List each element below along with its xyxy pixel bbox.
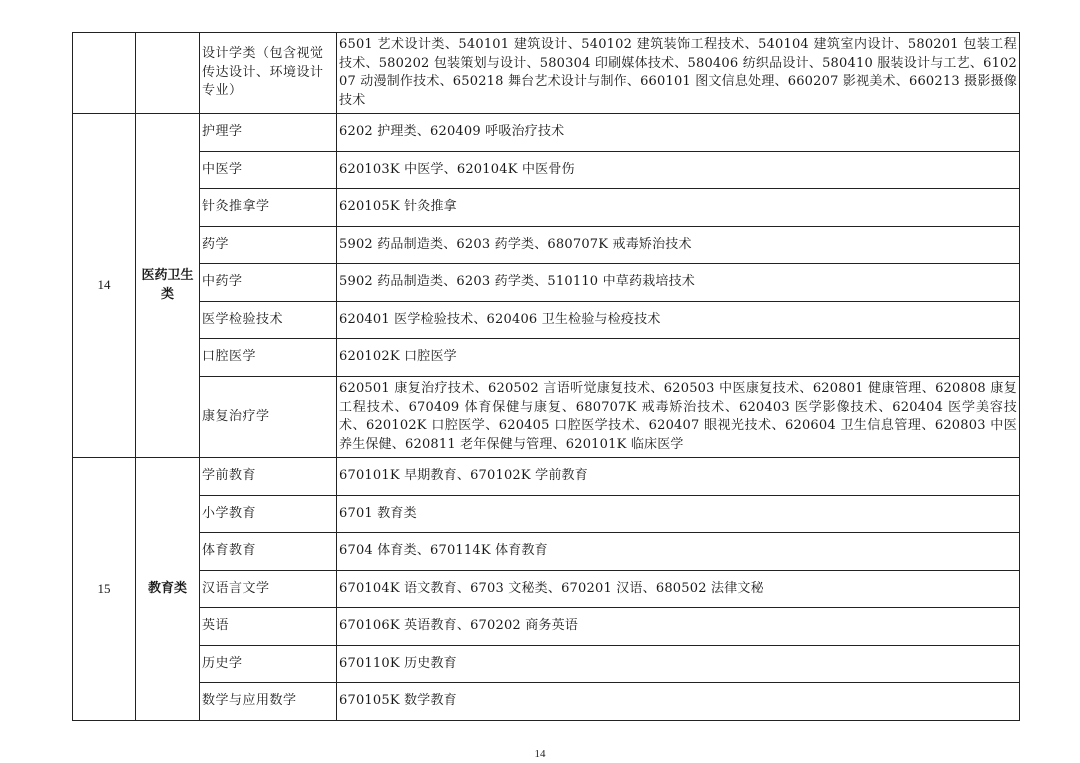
codes-cell: 620401 医学检验技术、620406 卫生检验与检疫技术 <box>337 302 1020 339</box>
major-cell: 数学与应用数学 <box>200 683 337 721</box>
major-cell: 护理学 <box>200 114 337 152</box>
codes-cell: 5902 药品制造类、6203 药学类、510110 中草药栽培技术 <box>337 264 1020 302</box>
table-row <box>73 33 1020 114</box>
codes-cell: 6501 艺术设计类、540101 建筑设计、540102 建筑装饰工程技术、540104 建筑室内设计、580201 包装工程技术、580202 包装策划与设计、580304 印刷媒体技术、580406 纺织品设计、580410 服装设计与工艺、610207 动漫制作技术、650218 舞台艺术设计与制作、660101 图文信息处理、660207 影视美术、660213 摄影摄像技术 <box>337 33 1020 114</box>
codes-cell: 620501 康复治疗技术、620502 言语听觉康复技术、620503 中医康复技术、620801 健康管理、620808 康复工程技术、670409 体育保健与康复、680707K 戒毒矫治技术、620403 医学影像技术、620404 医学美容技术、620102K 口腔医学、620405 口腔医学技术、620407 眼视光技术、620604 卫生信息管理、620803 中医养生保健、620811 老年保健与管理、620101K 临床医学 <box>337 377 1020 458</box>
major-cell: 小学教育 <box>200 496 337 533</box>
table-row <box>73 152 1020 189</box>
table-row <box>73 339 1020 377</box>
table-row <box>73 683 1020 721</box>
major-cell: 口腔医学 <box>200 339 337 377</box>
major-cell: 中医学 <box>200 152 337 189</box>
table-row <box>73 377 1020 458</box>
major-cell: 汉语言文学 <box>200 571 337 608</box>
codes-cell: 5902 药品制造类、6203 药学类、680707K 戒毒矫治技术 <box>337 227 1020 264</box>
seq-cell: 14 <box>73 114 136 458</box>
major-cell: 药学 <box>200 227 337 264</box>
table-row <box>73 264 1020 302</box>
codes-cell: 620102K 口腔医学 <box>337 339 1020 377</box>
major-cell: 学前教育 <box>200 458 337 496</box>
table-row <box>73 458 1020 496</box>
codes-cell: 6704 体育类、670114K 体育教育 <box>337 533 1020 571</box>
page-number: 14 <box>534 748 546 760</box>
table-row <box>73 646 1020 683</box>
major-cell: 英语 <box>200 608 337 646</box>
table-row <box>73 302 1020 339</box>
table-row <box>73 227 1020 264</box>
codes-cell: 670105K 数学教育 <box>337 683 1020 721</box>
major-cell: 设计学类（包含视觉传达设计、环境设计专业） <box>200 33 337 114</box>
major-cell: 康复治疗学 <box>200 377 337 458</box>
table-row <box>73 608 1020 646</box>
table-row <box>73 533 1020 571</box>
codes-cell: 6202 护理类、620409 呼吸治疗技术 <box>337 114 1020 152</box>
table-row <box>73 114 1020 152</box>
codes-cell: 670106K 英语教育、670202 商务英语 <box>337 608 1020 646</box>
codes-cell: 670101K 早期教育、670102K 学前教育 <box>337 458 1020 496</box>
category-cell <box>136 33 200 114</box>
table-row <box>73 189 1020 227</box>
major-mapping-table <box>72 32 1020 721</box>
seq-cell: 15 <box>73 458 136 721</box>
table-row <box>73 571 1020 608</box>
category-cell: 医药卫生类 <box>136 114 200 458</box>
codes-cell: 6701 教育类 <box>337 496 1020 533</box>
seq-cell <box>73 33 136 114</box>
major-cell: 体育教育 <box>200 533 337 571</box>
codes-cell: 620103K 中医学、620104K 中医骨伤 <box>337 152 1020 189</box>
major-cell: 针灸推拿学 <box>200 189 337 227</box>
major-cell: 中药学 <box>200 264 337 302</box>
major-cell: 医学检验技术 <box>200 302 337 339</box>
codes-cell: 620105K 针灸推拿 <box>337 189 1020 227</box>
table-row <box>73 496 1020 533</box>
category-cell: 教育类 <box>136 458 200 721</box>
major-cell: 历史学 <box>200 646 337 683</box>
codes-cell: 670110K 历史教育 <box>337 646 1020 683</box>
codes-cell: 670104K 语文教育、6703 文秘类、670201 汉语、680502 法律文秘 <box>337 571 1020 608</box>
